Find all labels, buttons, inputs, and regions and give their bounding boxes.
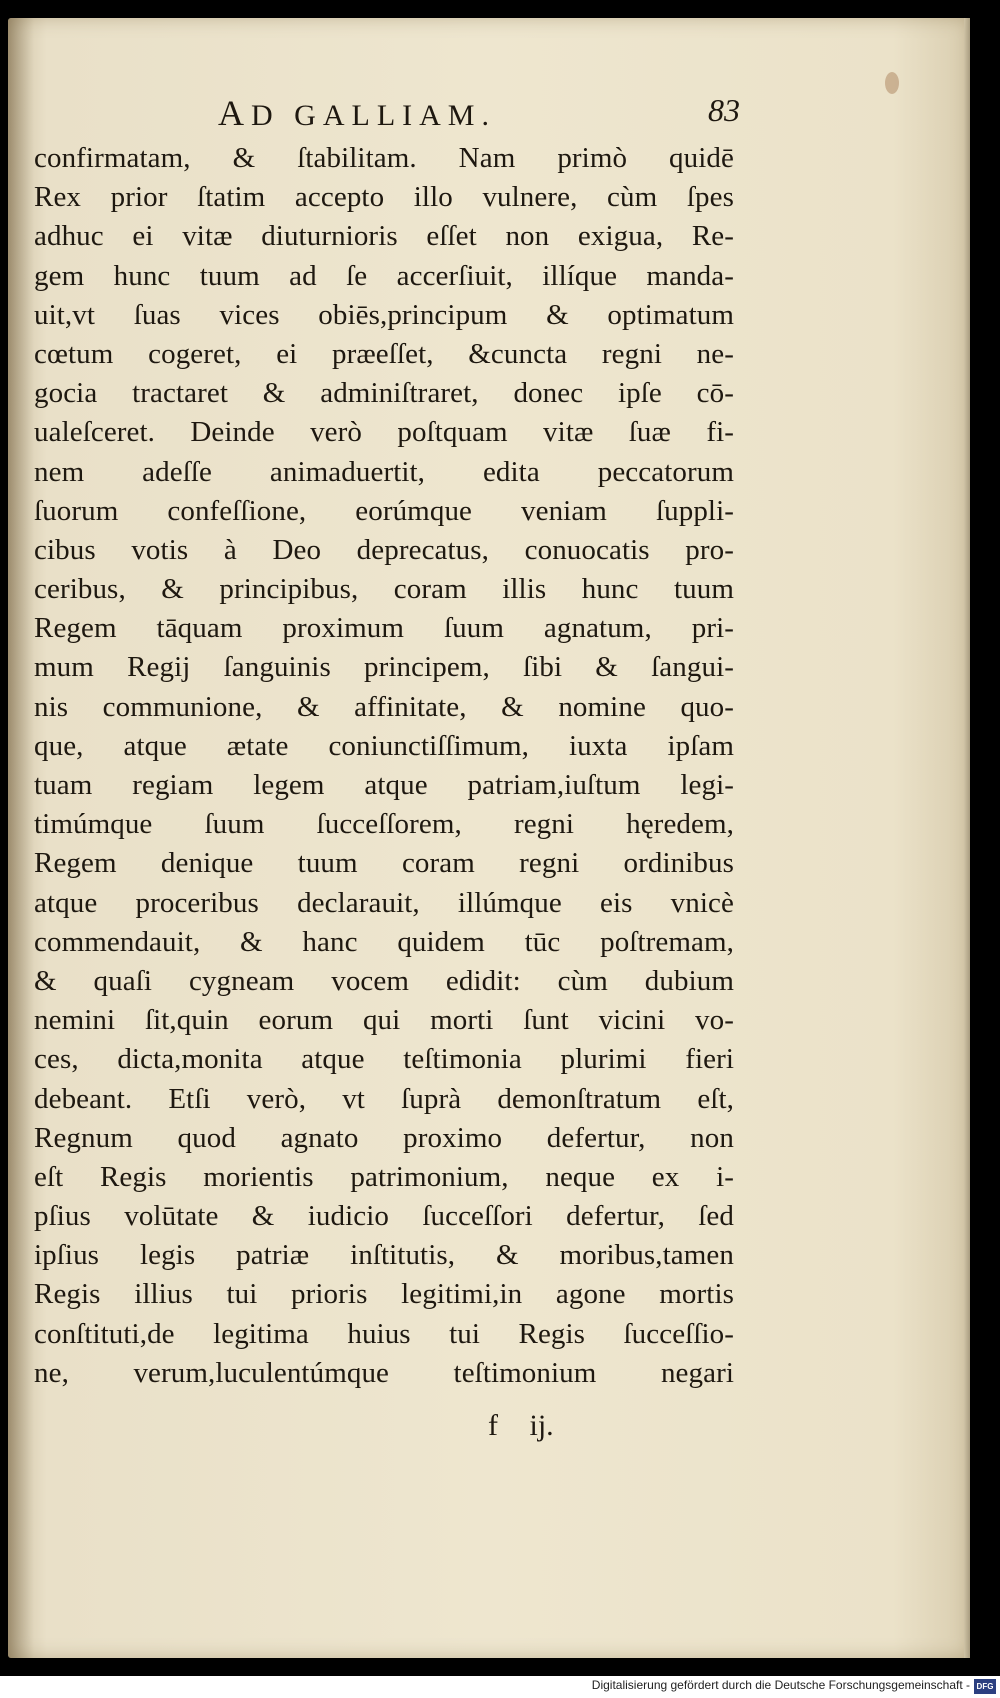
text-line: commendauit, & hanc quidem tūc poſtremam,	[34, 925, 734, 958]
text-line: nis communione, & affinitate, & nomine quo-	[34, 690, 734, 723]
text-line: ces, dicta,monita atque teſtimonia plurimi fieri	[34, 1043, 734, 1076]
page-edge	[964, 18, 970, 1658]
text-line: ne, verum,luculentúmque teſtimonium negari	[34, 1356, 734, 1389]
text-line: ſuorum confeſſione, eorúmque veniam ſuppli-	[34, 494, 734, 527]
running-head: AD GALLIAM.	[218, 93, 496, 133]
text-line: nem adeſſe animaduertit, edita peccatorum	[34, 455, 734, 488]
text-line: pſius volūtate & iudicio ſucceſſori defertur, ſed	[34, 1200, 734, 1233]
text-line: tuam regiam legem atque patriam,iuſtum legi-	[34, 769, 734, 801]
text-line: Regem tāquam proximum ſuum agnatum, pri-	[34, 612, 734, 645]
text-line: debeant. Etſi verò, vt ſuprà demonſtratum eſt,	[34, 1082, 734, 1115]
text-line: conſtituti,de legitima huius tui Regis ſucceſſio-	[34, 1317, 734, 1350]
text-line: Regem denique tuum coram regni ordinibus	[34, 847, 734, 880]
signature-mark: f ij.	[488, 1409, 554, 1442]
text-line: mum Regij ſanguinis principem, ſibi & ſangui-	[34, 651, 734, 684]
text-line: eſt Regis morientis patrimonium, neque ex i-	[34, 1160, 734, 1193]
text-line: adhuc ei vitæ diuturnioris eſſet non exigua, Re-	[34, 220, 734, 253]
body-text	[34, 139, 734, 1393]
footer-credit: Digitalisierung gefördert durch die Deutsche Forschungsgemeinschaft -	[591, 1678, 970, 1692]
text-line: Regis illius tui prioris legitimi,in agone mortis	[34, 1278, 734, 1311]
page-gutter-shadow	[8, 18, 34, 1658]
text-line: nemini ſit,quin eorum qui morti ſunt vicini vo-	[34, 1004, 734, 1037]
text-line: timúmque ſuum ſucceſſorem, regni hęredem,	[34, 808, 734, 841]
text-line: cœtum cogeret, ei præeſſet, &cuncta regni ne-	[34, 337, 734, 370]
paper-stain	[885, 72, 899, 94]
text-line: gocia tractaret & adminiſtraret, donec ipſe cō-	[34, 377, 734, 410]
text-line: & quaſi cygneam vocem edidit: cùm dubium	[34, 964, 734, 997]
dfg-logo: DFG	[974, 1679, 996, 1694]
text-line: atque proceribus declarauit, illúmque eis vnicè	[34, 886, 734, 919]
text-line: ipſius legis patriæ inſtitutis, & moribus,tamen	[34, 1239, 734, 1272]
text-line: gem hunc tuum ad ſe accerſiuit, illíque manda-	[34, 259, 734, 292]
text-line: ualeſceret. Deinde verò poſtquam vitæ ſuæ fi-	[34, 416, 734, 449]
text-line: Rex prior ſtatim accepto illo vulnere, cùm ſpes	[34, 181, 734, 214]
text-line: cibus votis à Deo deprecatus, conuocatis pro-	[34, 533, 734, 566]
page-number: 83	[708, 92, 740, 128]
page-header	[100, 92, 740, 140]
text-line: uit,vt ſuas vices obiēs,principum & optimatum	[34, 298, 734, 331]
text-line: Regnum quod agnato proximo defertur, non	[34, 1121, 734, 1154]
text-line: ceribus, & principibus, coram illis hunc tuum	[34, 573, 734, 606]
text-line: que, atque ætate coniunctiſſimum, iuxta ipſam	[34, 729, 734, 762]
footer-bar	[0, 1676, 1000, 1698]
text-line: confirmatam, & ſtabilitam. Nam primò quidē	[34, 142, 734, 174]
